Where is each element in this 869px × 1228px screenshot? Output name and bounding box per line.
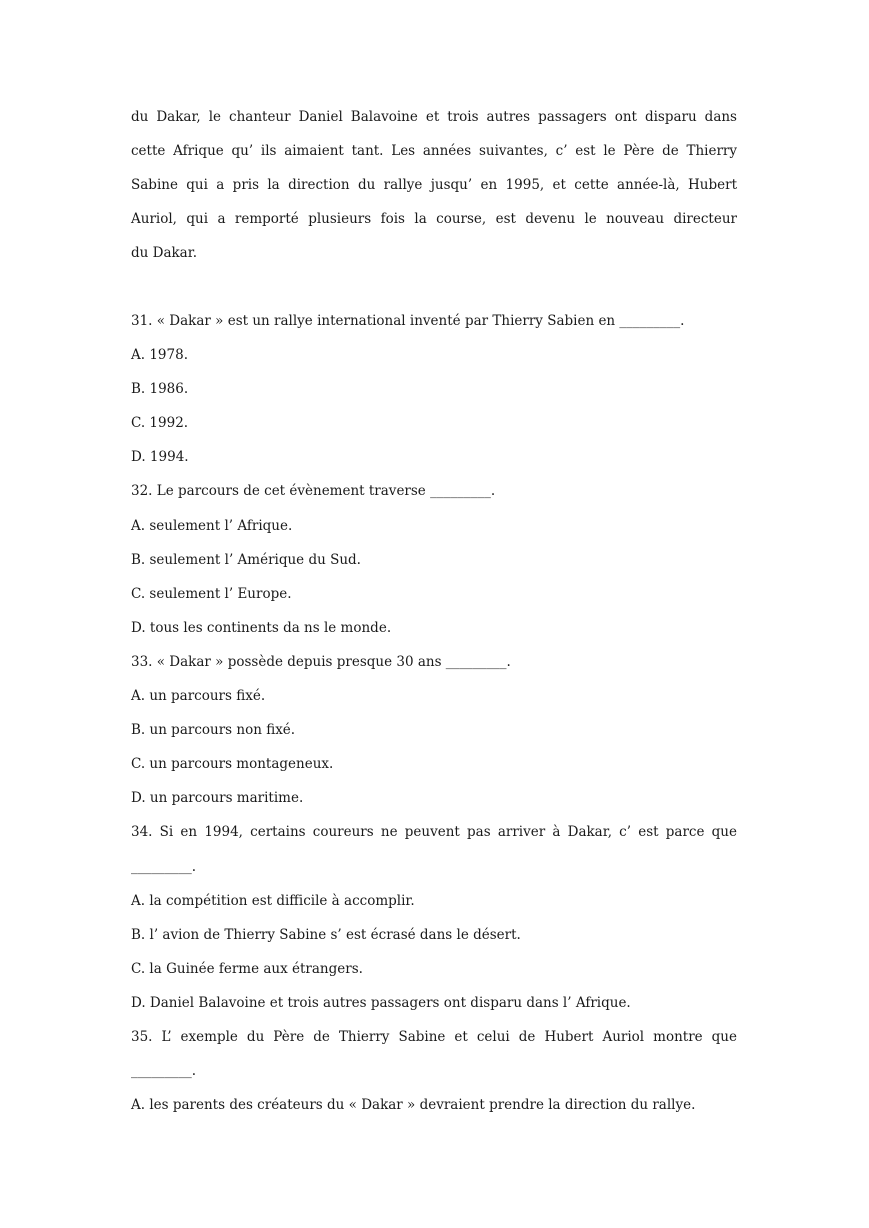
- option-a: A. un parcours fixé.: [131, 688, 266, 705]
- option-d: D. tous les continents da ns le monde.: [131, 619, 392, 636]
- section-gap: [131, 270, 737, 304]
- passage-line: du Dakar, le chanteur Daniel Balavoine et trois autres passagers ont disparu dans: [131, 109, 737, 125]
- option-b: B. un parcours non fixé.: [131, 722, 296, 739]
- option-a: A. 1978.: [131, 347, 188, 364]
- option-b: B. 1986.: [131, 381, 189, 398]
- document-page: [131, 100, 737, 1122]
- option-c: C. un parcours montageneux.: [131, 756, 334, 773]
- answer-blank: _________.: [131, 858, 197, 875]
- question-text: 32. Le parcours de cet évènement traverse _________.: [131, 483, 496, 500]
- option-a: A. seulement l’ Afrique.: [131, 517, 293, 534]
- question-32: [131, 474, 737, 644]
- passage-line: Auriol, qui a remporté plusieurs fois la course, est devenu le nouveau directeur: [131, 211, 737, 227]
- option-d: D. Daniel Balavoine et trois autres passagers ont disparu dans l’ Afrique.: [131, 994, 631, 1011]
- passage-line: Sabine qui a pris la direction du rallye jusqu’ en 1995, et cette année-là, Hubert: [131, 177, 737, 193]
- reading-passage: [131, 100, 737, 270]
- question-35: [131, 1020, 737, 1122]
- option-c: C. 1992.: [131, 415, 189, 432]
- option-a: A. les parents des créateurs du « Dakar » devraient prendre la direction du rallye.: [131, 1097, 696, 1114]
- passage-line: cette Afrique qu’ ils aimaient tant. Les années suivantes, c’ est le Père de Thierry: [131, 143, 737, 159]
- question-text: 31. « Dakar » est un rallye international inventé par Thierry Sabien en _________.: [131, 313, 685, 329]
- question-text: 34. Si en 1994, certains coureurs ne peuvent pas arriver à Dakar, c’ est parce que: [131, 824, 737, 841]
- option-b: B. l’ avion de Thierry Sabine s’ est écrasé dans le désert.: [131, 926, 521, 943]
- question-text: 35. L’ exemple du Père de Thierry Sabine et celui de Hubert Auriol montre que: [131, 1028, 737, 1045]
- answer-blank: _________.: [131, 1063, 197, 1080]
- option-a: A. la compétition est difficile à accomplir.: [131, 892, 415, 909]
- question-33: [131, 645, 737, 815]
- option-d: D. un parcours maritime.: [131, 790, 304, 807]
- passage-line: du Dakar.: [131, 245, 197, 261]
- question-text: 33. « Dakar » possède depuis presque 30 ans _________.: [131, 653, 511, 670]
- option-b: B. seulement l’ Amérique du Sud.: [131, 551, 361, 568]
- question-31: [131, 304, 737, 474]
- option-c: C. la Guinée ferme aux étrangers.: [131, 960, 363, 977]
- option-d: D. 1994.: [131, 449, 189, 466]
- question-34: [131, 815, 737, 1020]
- option-c: C. seulement l’ Europe.: [131, 585, 292, 602]
